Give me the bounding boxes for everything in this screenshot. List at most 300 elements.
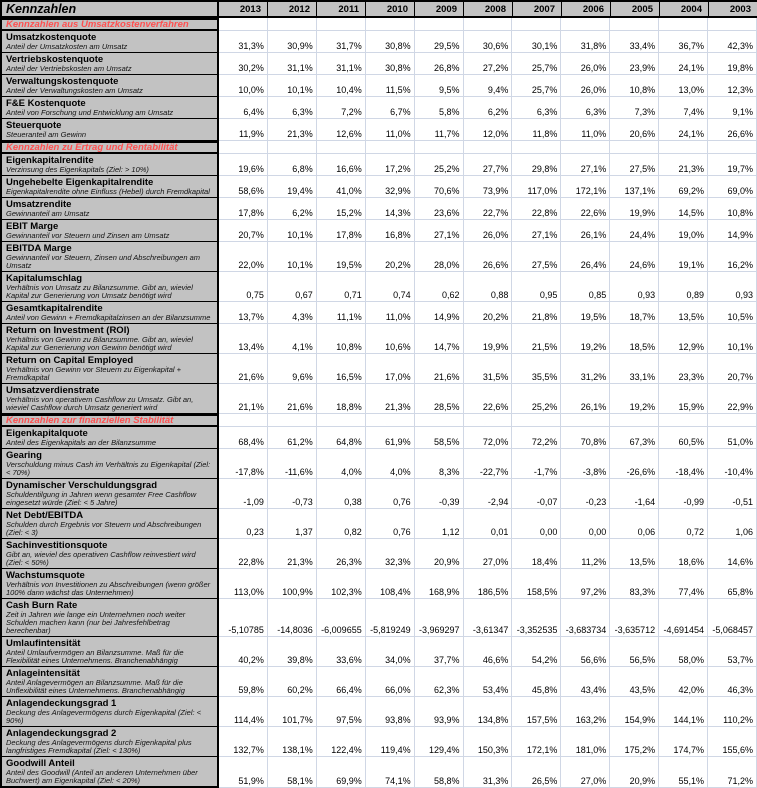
value-cell[interactable]: 69,0%: [708, 176, 757, 198]
value-cell[interactable]: 20,7%: [708, 354, 757, 384]
value-cell[interactable]: 58,5%: [415, 427, 464, 449]
metric-label-cell[interactable]: [0, 272, 219, 302]
value-cell[interactable]: 18,6%: [659, 539, 708, 569]
value-cell[interactable]: 69,9%: [317, 757, 366, 788]
empty-cell[interactable]: [512, 18, 561, 31]
section-header-cell[interactable]: [0, 141, 219, 154]
metric-label-cell[interactable]: [0, 154, 219, 176]
section-header-cell[interactable]: [0, 414, 219, 427]
value-cell[interactable]: 16,8%: [366, 220, 415, 242]
value-cell[interactable]: -14,8036: [268, 599, 317, 637]
value-cell[interactable]: 113,0%: [219, 569, 268, 599]
value-cell[interactable]: 33,4%: [610, 31, 659, 53]
value-cell[interactable]: 0,38: [317, 479, 366, 509]
value-cell[interactable]: 22,0%: [219, 242, 268, 272]
year-header-2004[interactable]: 2004: [660, 2, 709, 16]
value-cell[interactable]: 24,6%: [610, 242, 659, 272]
value-cell[interactable]: 36,7%: [659, 31, 708, 53]
value-cell[interactable]: 28,0%: [415, 242, 464, 272]
value-cell[interactable]: 30,6%: [464, 31, 513, 53]
metric-label-cell[interactable]: [0, 31, 219, 53]
empty-cell[interactable]: [366, 414, 415, 427]
empty-cell[interactable]: [610, 141, 659, 154]
value-cell[interactable]: 69,2%: [659, 176, 708, 198]
value-cell[interactable]: 19,2%: [610, 384, 659, 414]
value-cell[interactable]: 11,0%: [366, 119, 415, 141]
value-cell[interactable]: 12,9%: [659, 324, 708, 354]
metric-label-cell[interactable]: [0, 427, 219, 449]
metric-label-cell[interactable]: [0, 75, 219, 97]
value-cell[interactable]: 7,4%: [659, 97, 708, 119]
value-cell[interactable]: 134,8%: [464, 697, 513, 727]
value-cell[interactable]: 10,8%: [610, 75, 659, 97]
value-cell[interactable]: 17,8%: [219, 198, 268, 220]
value-cell[interactable]: -3,635712: [610, 599, 659, 637]
empty-cell[interactable]: [268, 141, 317, 154]
value-cell[interactable]: 26,0%: [464, 220, 513, 242]
value-cell[interactable]: 20,7%: [219, 220, 268, 242]
value-cell[interactable]: 18,8%: [317, 384, 366, 414]
value-cell[interactable]: 17,0%: [366, 354, 415, 384]
value-cell[interactable]: 33,1%: [610, 354, 659, 384]
value-cell[interactable]: -0,07: [512, 479, 561, 509]
value-cell[interactable]: 1,37: [268, 509, 317, 539]
section-header-cell[interactable]: [0, 18, 219, 31]
value-cell[interactable]: 19,6%: [219, 154, 268, 176]
value-cell[interactable]: 0,00: [512, 509, 561, 539]
value-cell[interactable]: 56,6%: [561, 637, 610, 667]
value-cell[interactable]: 13,7%: [219, 302, 268, 324]
value-cell[interactable]: 163,2%: [561, 697, 610, 727]
value-cell[interactable]: 14,5%: [659, 198, 708, 220]
metric-label-cell[interactable]: [0, 569, 219, 599]
value-cell[interactable]: 26,0%: [561, 53, 610, 75]
value-cell[interactable]: 59,8%: [219, 667, 268, 697]
value-cell[interactable]: 55,1%: [659, 757, 708, 788]
value-cell[interactable]: 61,9%: [366, 427, 415, 449]
value-cell[interactable]: 14,9%: [415, 302, 464, 324]
value-cell[interactable]: 9,6%: [268, 354, 317, 384]
value-cell[interactable]: 100,9%: [268, 569, 317, 599]
empty-cell[interactable]: [464, 141, 513, 154]
value-cell[interactable]: 18,5%: [610, 324, 659, 354]
value-cell[interactable]: 30,8%: [366, 53, 415, 75]
value-cell[interactable]: 0,85: [561, 272, 610, 302]
value-cell[interactable]: 58,8%: [415, 757, 464, 788]
value-cell[interactable]: 157,5%: [512, 697, 561, 727]
value-cell[interactable]: 0,67: [268, 272, 317, 302]
metric-label-cell[interactable]: [0, 220, 219, 242]
value-cell[interactable]: -0,73: [268, 479, 317, 509]
value-cell[interactable]: 1,06: [708, 509, 757, 539]
value-cell[interactable]: 12,0%: [464, 119, 513, 141]
value-cell[interactable]: 71,2%: [708, 757, 757, 788]
metric-label-cell[interactable]: [0, 479, 219, 509]
value-cell[interactable]: 66,0%: [366, 667, 415, 697]
value-cell[interactable]: 31,3%: [464, 757, 513, 788]
value-cell[interactable]: 43,5%: [610, 667, 659, 697]
value-cell[interactable]: 22,6%: [561, 198, 610, 220]
empty-cell[interactable]: [415, 18, 464, 31]
value-cell[interactable]: 172,1%: [512, 727, 561, 757]
value-cell[interactable]: 155,6%: [708, 727, 757, 757]
value-cell[interactable]: 25,7%: [512, 75, 561, 97]
value-cell[interactable]: 10,1%: [708, 324, 757, 354]
value-cell[interactable]: 19,9%: [464, 324, 513, 354]
value-cell[interactable]: -3,61347: [464, 599, 513, 637]
empty-cell[interactable]: [415, 414, 464, 427]
value-cell[interactable]: 32,3%: [366, 539, 415, 569]
empty-cell[interactable]: [708, 141, 757, 154]
value-cell[interactable]: 68,4%: [219, 427, 268, 449]
value-cell[interactable]: 7,2%: [317, 97, 366, 119]
value-cell[interactable]: 21,8%: [512, 302, 561, 324]
value-cell[interactable]: 22,8%: [219, 539, 268, 569]
metric-label-cell[interactable]: [0, 667, 219, 697]
value-cell[interactable]: 13,0%: [659, 75, 708, 97]
value-cell[interactable]: 1,12: [415, 509, 464, 539]
metric-label-cell[interactable]: [0, 509, 219, 539]
metric-label-cell[interactable]: [0, 324, 219, 354]
value-cell[interactable]: -10,4%: [708, 449, 757, 479]
value-cell[interactable]: 175,2%: [610, 727, 659, 757]
metric-label-cell[interactable]: [0, 727, 219, 757]
value-cell[interactable]: 27,7%: [464, 154, 513, 176]
value-cell[interactable]: 23,6%: [415, 198, 464, 220]
value-cell[interactable]: 24,4%: [610, 220, 659, 242]
value-cell[interactable]: 22,6%: [464, 384, 513, 414]
value-cell[interactable]: 181,0%: [561, 727, 610, 757]
value-cell[interactable]: 19,8%: [708, 53, 757, 75]
value-cell[interactable]: 16,5%: [317, 354, 366, 384]
value-cell[interactable]: 53,4%: [464, 667, 513, 697]
value-cell[interactable]: 0,23: [219, 509, 268, 539]
value-cell[interactable]: 6,4%: [219, 97, 268, 119]
value-cell[interactable]: 23,3%: [659, 354, 708, 384]
value-cell[interactable]: 11,2%: [561, 539, 610, 569]
value-cell[interactable]: 14,6%: [708, 539, 757, 569]
value-cell[interactable]: 20,2%: [366, 242, 415, 272]
value-cell[interactable]: 30,9%: [268, 31, 317, 53]
value-cell[interactable]: 26,4%: [561, 242, 610, 272]
value-cell[interactable]: 72,0%: [464, 427, 513, 449]
value-cell[interactable]: 27,0%: [464, 539, 513, 569]
year-header-2008[interactable]: 2008: [464, 2, 513, 16]
value-cell[interactable]: 108,4%: [366, 569, 415, 599]
value-cell[interactable]: 4,0%: [317, 449, 366, 479]
value-cell[interactable]: 27,2%: [464, 53, 513, 75]
value-cell[interactable]: 6,2%: [268, 198, 317, 220]
value-cell[interactable]: 158,5%: [512, 569, 561, 599]
value-cell[interactable]: 0,75: [219, 272, 268, 302]
value-cell[interactable]: -5,068457: [708, 599, 757, 637]
value-cell[interactable]: -1,64: [610, 479, 659, 509]
value-cell[interactable]: 9,5%: [415, 75, 464, 97]
value-cell[interactable]: 24,1%: [659, 53, 708, 75]
value-cell[interactable]: 6,2%: [464, 97, 513, 119]
value-cell[interactable]: 72,2%: [512, 427, 561, 449]
value-cell[interactable]: 66,4%: [317, 667, 366, 697]
metric-label-cell[interactable]: [0, 53, 219, 75]
value-cell[interactable]: 6,3%: [268, 97, 317, 119]
value-cell[interactable]: 46,6%: [464, 637, 513, 667]
value-cell[interactable]: 28,5%: [415, 384, 464, 414]
value-cell[interactable]: 20,9%: [415, 539, 464, 569]
value-cell[interactable]: 16,2%: [708, 242, 757, 272]
value-cell[interactable]: 21,3%: [268, 539, 317, 569]
value-cell[interactable]: -5,819249: [366, 599, 415, 637]
value-cell[interactable]: 14,7%: [415, 324, 464, 354]
year-header-2003[interactable]: 2003: [729, 3, 751, 15]
value-cell[interactable]: 26,6%: [464, 242, 513, 272]
value-cell[interactable]: 8,3%: [415, 449, 464, 479]
value-cell[interactable]: 17,2%: [366, 154, 415, 176]
value-cell[interactable]: 39,8%: [268, 637, 317, 667]
metric-label-cell[interactable]: [0, 539, 219, 569]
value-cell[interactable]: 11,5%: [366, 75, 415, 97]
year-header-2007[interactable]: 2007: [513, 2, 562, 16]
empty-cell[interactable]: [610, 414, 659, 427]
value-cell[interactable]: 19,7%: [708, 154, 757, 176]
value-cell[interactable]: -1,7%: [512, 449, 561, 479]
value-cell[interactable]: -11,6%: [268, 449, 317, 479]
value-cell[interactable]: 10,5%: [708, 302, 757, 324]
metric-label-cell[interactable]: [0, 757, 219, 788]
empty-cell[interactable]: [610, 18, 659, 31]
value-cell[interactable]: 34,0%: [366, 637, 415, 667]
value-cell[interactable]: 10,1%: [268, 242, 317, 272]
empty-cell[interactable]: [561, 18, 610, 31]
value-cell[interactable]: -6,009655: [317, 599, 366, 637]
value-cell[interactable]: 46,3%: [708, 667, 757, 697]
value-cell[interactable]: 122,4%: [317, 727, 366, 757]
empty-cell[interactable]: [219, 18, 268, 31]
value-cell[interactable]: 58,0%: [659, 637, 708, 667]
value-cell[interactable]: 41,0%: [317, 176, 366, 198]
value-cell[interactable]: 22,9%: [708, 384, 757, 414]
value-cell[interactable]: -1,09: [219, 479, 268, 509]
value-cell[interactable]: 19,4%: [268, 176, 317, 198]
value-cell[interactable]: 144,1%: [659, 697, 708, 727]
value-cell[interactable]: 25,2%: [415, 154, 464, 176]
value-cell[interactable]: 18,4%: [512, 539, 561, 569]
value-cell[interactable]: 10,1%: [268, 220, 317, 242]
value-cell[interactable]: 93,9%: [415, 697, 464, 727]
value-cell[interactable]: -5,10785: [219, 599, 268, 637]
value-cell[interactable]: 42,0%: [659, 667, 708, 697]
value-cell[interactable]: 35,5%: [512, 354, 561, 384]
metric-label-cell[interactable]: [0, 198, 219, 220]
value-cell[interactable]: 150,3%: [464, 727, 513, 757]
value-cell[interactable]: 93,8%: [366, 697, 415, 727]
value-cell[interactable]: 10,8%: [708, 198, 757, 220]
value-cell[interactable]: 19,5%: [317, 242, 366, 272]
value-cell[interactable]: 21,1%: [219, 384, 268, 414]
value-cell[interactable]: 0,82: [317, 509, 366, 539]
value-cell[interactable]: 31,2%: [561, 354, 610, 384]
value-cell[interactable]: 19,1%: [659, 242, 708, 272]
value-cell[interactable]: 0,00: [561, 509, 610, 539]
value-cell[interactable]: 26,6%: [708, 119, 757, 141]
value-cell[interactable]: 31,7%: [317, 31, 366, 53]
value-cell[interactable]: 27,1%: [561, 154, 610, 176]
value-cell[interactable]: 29,5%: [415, 31, 464, 53]
value-cell[interactable]: 23,9%: [610, 53, 659, 75]
value-cell[interactable]: 27,1%: [415, 220, 464, 242]
value-cell[interactable]: 0,74: [366, 272, 415, 302]
empty-cell[interactable]: [317, 141, 366, 154]
value-cell[interactable]: 154,9%: [610, 697, 659, 727]
value-cell[interactable]: 26,5%: [512, 757, 561, 788]
value-cell[interactable]: 137,1%: [610, 176, 659, 198]
value-cell[interactable]: 31,8%: [561, 31, 610, 53]
year-header-2012[interactable]: 2012: [268, 2, 317, 16]
value-cell[interactable]: 27,5%: [610, 154, 659, 176]
value-cell[interactable]: 0,89: [659, 272, 708, 302]
value-cell[interactable]: 30,2%: [219, 53, 268, 75]
value-cell[interactable]: -4,691454: [659, 599, 708, 637]
metric-label-cell[interactable]: [0, 119, 219, 141]
value-cell[interactable]: 21,6%: [219, 354, 268, 384]
value-cell[interactable]: 26,8%: [415, 53, 464, 75]
value-cell[interactable]: 17,8%: [317, 220, 366, 242]
value-cell[interactable]: 12,6%: [317, 119, 366, 141]
value-cell[interactable]: 11,9%: [219, 119, 268, 141]
value-cell[interactable]: 4,1%: [268, 324, 317, 354]
value-cell[interactable]: 27,5%: [512, 242, 561, 272]
value-cell[interactable]: 0,76: [366, 479, 415, 509]
value-cell[interactable]: 6,7%: [366, 97, 415, 119]
value-cell[interactable]: 30,1%: [512, 31, 561, 53]
value-cell[interactable]: 27,0%: [561, 757, 610, 788]
value-cell[interactable]: 97,2%: [561, 569, 610, 599]
value-cell[interactable]: 11,7%: [415, 119, 464, 141]
value-cell[interactable]: 10,0%: [219, 75, 268, 97]
value-cell[interactable]: 61,2%: [268, 427, 317, 449]
value-cell[interactable]: 26,1%: [561, 384, 610, 414]
empty-cell[interactable]: [219, 414, 268, 427]
value-cell[interactable]: 101,7%: [268, 697, 317, 727]
value-cell[interactable]: 0,72: [659, 509, 708, 539]
value-cell[interactable]: 21,3%: [268, 119, 317, 141]
value-cell[interactable]: 110,2%: [708, 697, 757, 727]
value-cell[interactable]: 42,3%: [708, 31, 757, 53]
metric-label-cell[interactable]: [0, 302, 219, 324]
metric-label-cell[interactable]: [0, 637, 219, 667]
value-cell[interactable]: 64,8%: [317, 427, 366, 449]
value-cell[interactable]: 40,2%: [219, 637, 268, 667]
value-cell[interactable]: 21,5%: [512, 324, 561, 354]
value-cell[interactable]: 102,3%: [317, 569, 366, 599]
value-cell[interactable]: 114,4%: [219, 697, 268, 727]
value-cell[interactable]: 186,5%: [464, 569, 513, 599]
value-cell[interactable]: 21,6%: [268, 384, 317, 414]
value-cell[interactable]: -0,23: [561, 479, 610, 509]
value-cell[interactable]: -3,8%: [561, 449, 610, 479]
value-cell[interactable]: 7,3%: [610, 97, 659, 119]
value-cell[interactable]: 32,9%: [366, 176, 415, 198]
value-cell[interactable]: 21,6%: [415, 354, 464, 384]
empty-cell[interactable]: [366, 18, 415, 31]
value-cell[interactable]: 22,7%: [464, 198, 513, 220]
value-cell[interactable]: 26,0%: [561, 75, 610, 97]
value-cell[interactable]: 174,7%: [659, 727, 708, 757]
value-cell[interactable]: 51,9%: [219, 757, 268, 788]
value-cell[interactable]: 172,1%: [561, 176, 610, 198]
value-cell[interactable]: 51,0%: [708, 427, 757, 449]
value-cell[interactable]: 10,4%: [317, 75, 366, 97]
value-cell[interactable]: 20,9%: [610, 757, 659, 788]
value-cell[interactable]: 138,1%: [268, 727, 317, 757]
value-cell[interactable]: 21,3%: [659, 154, 708, 176]
value-cell[interactable]: 0,93: [610, 272, 659, 302]
value-cell[interactable]: -3,969297: [415, 599, 464, 637]
value-cell[interactable]: 0,06: [610, 509, 659, 539]
empty-cell[interactable]: [708, 18, 757, 31]
value-cell[interactable]: -3,683734: [561, 599, 610, 637]
metric-label-cell[interactable]: [0, 599, 219, 637]
value-cell[interactable]: 11,1%: [317, 302, 366, 324]
value-cell[interactable]: 6,3%: [561, 97, 610, 119]
value-cell[interactable]: 0,95: [512, 272, 561, 302]
empty-cell[interactable]: [512, 141, 561, 154]
value-cell[interactable]: 13,4%: [219, 324, 268, 354]
value-cell[interactable]: 25,7%: [512, 53, 561, 75]
value-cell[interactable]: 58,1%: [268, 757, 317, 788]
empty-cell[interactable]: [268, 414, 317, 427]
value-cell[interactable]: 26,3%: [317, 539, 366, 569]
value-cell[interactable]: 43,4%: [561, 667, 610, 697]
value-cell[interactable]: 0,88: [464, 272, 513, 302]
value-cell[interactable]: -22,7%: [464, 449, 513, 479]
value-cell[interactable]: -17,8%: [219, 449, 268, 479]
value-cell[interactable]: 10,8%: [317, 324, 366, 354]
value-cell[interactable]: 74,1%: [366, 757, 415, 788]
value-cell[interactable]: 11,8%: [512, 119, 561, 141]
value-cell[interactable]: 16,6%: [317, 154, 366, 176]
empty-cell[interactable]: [708, 414, 757, 427]
year-header-2011[interactable]: 2011: [317, 2, 366, 16]
empty-cell[interactable]: [268, 18, 317, 31]
empty-cell[interactable]: [366, 141, 415, 154]
value-cell[interactable]: 0,76: [366, 509, 415, 539]
value-cell[interactable]: 65,8%: [708, 569, 757, 599]
year-header-2013[interactable]: 2013: [219, 2, 268, 16]
value-cell[interactable]: 20,2%: [464, 302, 513, 324]
value-cell[interactable]: 45,8%: [512, 667, 561, 697]
value-cell[interactable]: -3,352535: [512, 599, 561, 637]
value-cell[interactable]: 37,7%: [415, 637, 464, 667]
value-cell[interactable]: 24,1%: [659, 119, 708, 141]
value-cell[interactable]: 22,8%: [512, 198, 561, 220]
value-cell[interactable]: 73,9%: [464, 176, 513, 198]
value-cell[interactable]: 0,62: [415, 272, 464, 302]
value-cell[interactable]: 12,3%: [708, 75, 757, 97]
value-cell[interactable]: 54,2%: [512, 637, 561, 667]
value-cell[interactable]: 62,3%: [415, 667, 464, 697]
value-cell[interactable]: 97,5%: [317, 697, 366, 727]
empty-cell[interactable]: [561, 141, 610, 154]
value-cell[interactable]: -0,99: [659, 479, 708, 509]
value-cell[interactable]: -0,51: [708, 479, 757, 509]
empty-cell[interactable]: [659, 18, 708, 31]
value-cell[interactable]: -18,4%: [659, 449, 708, 479]
value-cell[interactable]: 4,3%: [268, 302, 317, 324]
empty-cell[interactable]: [659, 414, 708, 427]
empty-cell[interactable]: [659, 141, 708, 154]
value-cell[interactable]: 5,8%: [415, 97, 464, 119]
value-cell[interactable]: 9,4%: [464, 75, 513, 97]
